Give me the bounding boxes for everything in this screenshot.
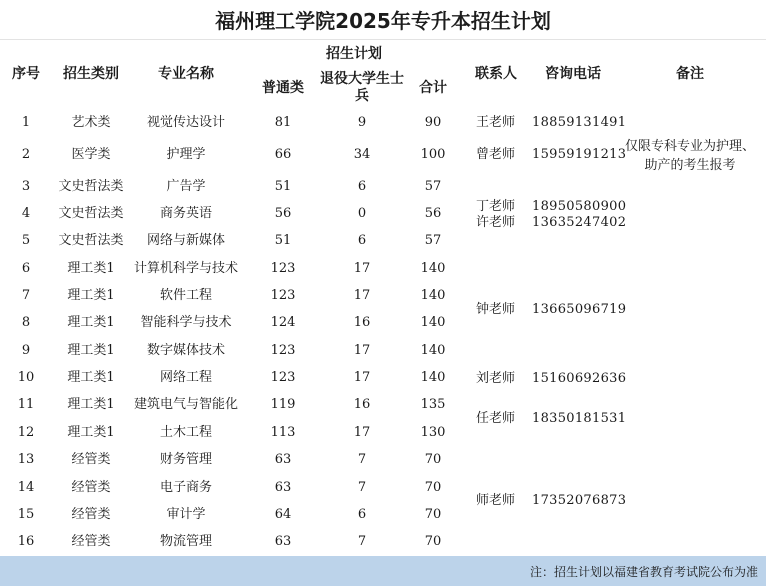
header-remark: 备注 [676,66,704,82]
category-cell: 理工类1 [67,425,115,440]
table-row [0,341,766,361]
veteran-cell: 6 [357,233,367,248]
table-row [0,177,766,197]
contact-phone: 13635247402 [532,215,627,230]
category-cell: 理工类1 [67,397,115,412]
total-cell: 57 [424,179,442,194]
regular-cell: 81 [274,115,292,130]
total-cell: 90 [424,115,442,130]
category-cell: 艺术类 [71,115,111,130]
major-cell: 广告学 [166,179,206,194]
regular-cell: 123 [270,343,296,358]
seq-cell: 12 [17,425,35,440]
header-total: 合计 [419,80,447,96]
major-cell: 物流管理 [159,534,212,549]
contact-name: 师老师 [476,493,516,508]
table-row [0,450,766,470]
table-row [0,204,766,224]
table-row [0,532,766,552]
veteran-cell: 7 [357,452,367,467]
total-cell: 57 [424,233,442,248]
veteran-cell: 17 [353,261,371,276]
veteran-cell: 0 [357,206,367,221]
major-cell: 智能科学与技术 [140,315,232,330]
seq-cell: 9 [21,343,31,358]
regular-cell: 123 [270,261,296,276]
major-cell: 审计学 [166,507,206,522]
contact-phone: 13665096719 [532,302,627,317]
seq-cell: 4 [21,206,31,221]
total-cell: 70 [424,452,442,467]
major-cell: 财务管理 [159,452,212,467]
category-cell: 医学类 [71,147,111,162]
table-row [0,113,766,133]
major-cell: 计算机科学与技术 [133,261,238,276]
veteran-cell: 9 [357,115,367,130]
major-cell: 商务英语 [159,206,212,221]
footer-note-text: 注：招生计划以福建省教育考试院公布为准 [529,564,758,579]
total-cell: 140 [420,343,446,358]
contact-name: 钟老师 [476,302,516,317]
total-cell: 56 [424,206,442,221]
seq-cell: 2 [21,147,31,162]
contact-phone: 18950580900 [532,199,627,214]
category-cell: 理工类1 [67,370,115,385]
table-row [0,231,766,251]
header-regular: 普通类 [262,80,304,96]
regular-cell: 123 [270,288,296,303]
veteran-cell: 7 [357,480,367,495]
category-cell: 经管类 [71,534,111,549]
table-row [0,313,766,333]
category-cell: 文史哲法类 [58,179,124,194]
seq-cell: 7 [21,288,31,303]
regular-cell: 51 [274,233,292,248]
veteran-cell: 34 [353,147,371,162]
seq-cell: 3 [21,179,31,194]
seq-cell: 6 [21,261,31,276]
major-cell: 电子商务 [159,480,212,495]
veteran-cell: 6 [357,179,367,194]
category-cell: 理工类1 [67,288,115,303]
major-cell: 护理学 [166,147,206,162]
category-cell: 理工类1 [67,261,115,276]
header-category: 招生类别 [63,66,119,82]
total-cell: 140 [420,261,446,276]
major-cell: 数字媒体技术 [146,343,225,358]
major-cell: 软件工程 [159,288,212,303]
regular-cell: 119 [270,397,296,412]
total-cell: 70 [424,507,442,522]
regular-cell: 123 [270,370,296,385]
contact-phone: 17352076873 [532,493,627,508]
total-cell: 140 [420,370,446,385]
regular-cell: 63 [274,534,292,549]
total-cell: 100 [420,147,446,162]
category-cell: 经管类 [71,507,111,522]
regular-cell: 63 [274,452,292,467]
footer-note [0,556,766,586]
table-row [0,505,766,525]
veteran-cell: 6 [357,507,367,522]
header-seq: 序号 [12,66,40,82]
table-row [0,395,766,415]
regular-cell: 66 [274,147,292,162]
table-row [0,368,766,388]
regular-cell: 63 [274,480,292,495]
total-cell: 140 [420,315,446,330]
total-cell: 130 [420,425,446,440]
category-cell: 经管类 [71,452,111,467]
major-cell: 土木工程 [159,425,212,440]
contact-phone: 15160692636 [532,371,627,386]
major-cell: 网络工程 [159,370,212,385]
contact-name: 许老师 [476,215,516,230]
seq-cell: 16 [17,534,35,549]
veteran-cell: 17 [353,425,371,440]
page-title: 福州理工学院2025年专升本招生计划 [0,0,766,40]
veteran-cell: 16 [353,315,371,330]
veteran-cell: 16 [353,397,371,412]
category-cell: 经管类 [71,480,111,495]
category-cell: 文史哲法类 [58,233,124,248]
seq-cell: 13 [17,452,35,467]
contact-name: 曾老师 [476,147,516,162]
contact-name: 丁老师 [476,199,516,214]
contact-name: 任老师 [476,411,516,426]
header-major: 专业名称 [158,66,214,82]
veteran-cell: 17 [353,288,371,303]
major-cell: 视觉传达设计 [146,115,225,130]
veteran-cell: 7 [357,534,367,549]
header-plan-group: 招生计划 [326,46,382,62]
total-cell: 70 [424,534,442,549]
contact-phone: 18350181531 [532,411,627,426]
major-cell: 网络与新媒体 [146,233,225,248]
regular-cell: 51 [274,179,292,194]
regular-cell: 64 [274,507,292,522]
regular-cell: 56 [274,206,292,221]
table-row [0,259,766,279]
seq-cell: 5 [21,233,31,248]
veteran-cell: 17 [353,370,371,385]
veteran-cell: 17 [353,343,371,358]
seq-cell: 15 [17,507,35,522]
seq-cell: 11 [17,397,35,412]
regular-cell: 113 [270,425,296,440]
table-row [0,478,766,498]
table-row [0,286,766,306]
major-cell: 建筑电气与智能化 [133,397,238,412]
total-cell: 135 [420,397,446,412]
category-cell: 文史哲法类 [58,206,124,221]
total-cell: 70 [424,480,442,495]
contact-phone: 18859131491 [532,115,627,130]
header-contact: 联系人 [475,66,517,82]
seq-cell: 10 [17,370,35,385]
contact-name: 王老师 [476,115,516,130]
category-cell: 理工类1 [67,343,115,358]
category-cell: 理工类1 [67,315,115,330]
remark-text: 仅限专科专业为护理、助产的考生报考 [624,139,755,173]
regular-cell: 124 [270,315,296,330]
table-row [0,423,766,443]
header-veteran: 退役大学生士兵 [320,71,404,104]
total-cell: 140 [420,288,446,303]
seq-cell: 1 [21,115,31,130]
contact-name: 刘老师 [476,371,516,386]
seq-cell: 8 [21,315,31,330]
header-phone: 咨询电话 [545,66,601,82]
seq-cell: 14 [17,480,35,495]
contact-phone: 15959191213 [532,147,627,162]
